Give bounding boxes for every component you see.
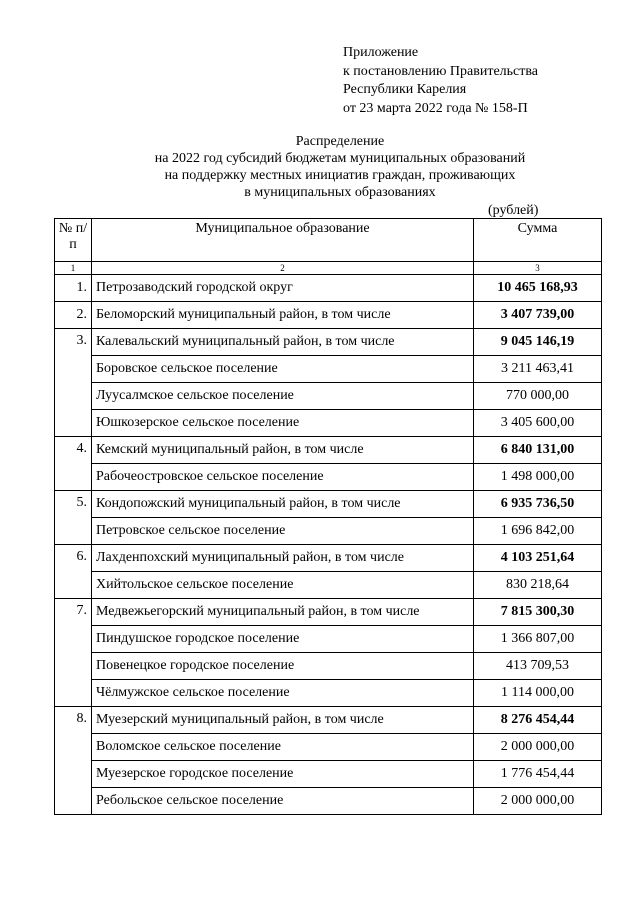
amount: 3 407 739,00	[474, 302, 602, 329]
municipality-name: Боровское сельское поселение	[92, 356, 474, 383]
municipality-name: Петрозаводский городской округ	[92, 275, 474, 302]
title-line: в муниципальных образованиях	[244, 185, 436, 200]
table-row	[55, 464, 602, 491]
table-row	[55, 707, 602, 734]
row-number: 6.	[55, 545, 92, 599]
table-row	[55, 599, 602, 626]
municipality-name: Чёлмужское сельское поселение	[92, 680, 474, 707]
appendix-line: Республики Карелия	[343, 82, 467, 97]
appendix-line: от 23 марта 2022 года № 158-П	[343, 100, 528, 116]
row-number: 4.	[55, 437, 92, 491]
title-line: на поддержку местных инициатив граждан, проживающих	[164, 168, 516, 183]
amount: 1 696 842,00	[474, 518, 602, 545]
municipality-name: Рабочеостровское сельское поселение	[92, 464, 474, 491]
amount: 2 000 000,00	[474, 734, 602, 761]
municipality-name: Медвежьегорский муниципальный район, в том числе	[92, 599, 474, 626]
amount: 7 815 300,30	[474, 599, 602, 626]
amount: 10 465 168,93	[474, 275, 602, 302]
amount: 4 103 251,64	[474, 545, 602, 572]
title-line: Распределение	[295, 134, 385, 149]
header-amount: Сумма	[474, 219, 602, 262]
row-number: 8.	[55, 707, 92, 815]
row-number: 5.	[55, 491, 92, 545]
municipality-name: Луусалмское сельское поселение	[92, 383, 474, 410]
amount: 6 935 736,50	[474, 491, 602, 518]
appendix-line: к постановлению Правительства	[343, 63, 539, 79]
municipality-name: Беломорский муниципальный район, в том числе	[92, 302, 474, 329]
table-row	[55, 437, 602, 464]
appendix-line: Приложение	[343, 45, 419, 60]
table-row	[55, 626, 602, 653]
amount: 3 211 463,41	[474, 356, 602, 383]
amount: 830 218,64	[474, 572, 602, 599]
municipality-name: Лахденпохский муниципальный район, в том числе	[92, 545, 474, 572]
table-row	[55, 329, 602, 356]
municipality-name: Воломское сельское поселение	[92, 734, 474, 761]
municipality-name: Хийтольское сельское поселение	[92, 572, 474, 599]
units-label: (рублей)	[488, 203, 539, 218]
table-header-row	[55, 219, 602, 262]
row-number: 3.	[55, 329, 92, 437]
amount: 770 000,00	[474, 383, 602, 410]
amount: 1 114 000,00	[474, 680, 602, 707]
table-row	[55, 788, 602, 815]
amount: 8 276 454,44	[474, 707, 602, 734]
title-line: на 2022 год субсидий бюджетам муниципальных образований	[154, 151, 526, 166]
table-row	[55, 653, 602, 680]
municipality-name: Юшкозерское сельское поселение	[92, 410, 474, 437]
table-row	[55, 734, 602, 761]
table-row	[55, 410, 602, 437]
appendix-block	[343, 44, 538, 118]
header-municipality: Муниципальное образование	[92, 219, 474, 262]
header-num-label: № п/п	[58, 221, 88, 252]
header-num	[55, 219, 92, 262]
municipality-name: Муезерское городское поселение	[92, 761, 474, 788]
row-number: 2.	[55, 302, 92, 329]
row-number: 1.	[55, 275, 92, 302]
table-row	[55, 545, 602, 572]
amount: 1 366 807,00	[474, 626, 602, 653]
column-index: 3	[474, 262, 602, 275]
municipality-name: Калевальский муниципальный район, в том числе	[92, 329, 474, 356]
municipality-name: Кемский муниципальный район, в том числе	[92, 437, 474, 464]
column-index: 1	[55, 262, 92, 275]
amount: 1 776 454,44	[474, 761, 602, 788]
table-row	[55, 383, 602, 410]
table-row	[55, 518, 602, 545]
table-row	[55, 491, 602, 518]
municipality-name: Кондопожский муниципальный район, в том числе	[92, 491, 474, 518]
table-row	[55, 302, 602, 329]
municipality-name: Ребольское сельское поселение	[92, 788, 474, 815]
document-title	[90, 133, 590, 201]
municipality-name: Петровское сельское поселение	[92, 518, 474, 545]
amount: 413 709,53	[474, 653, 602, 680]
amount: 3 405 600,00	[474, 410, 602, 437]
table-row	[55, 275, 602, 302]
municipality-name: Муезерский муниципальный район, в том числе	[92, 707, 474, 734]
table-row	[55, 761, 602, 788]
municipality-name: Пиндушское городское поселение	[92, 626, 474, 653]
amount: 1 498 000,00	[474, 464, 602, 491]
amount: 2 000 000,00	[474, 788, 602, 815]
municipality-name: Повенецкое городское поселение	[92, 653, 474, 680]
table-row	[55, 680, 602, 707]
amount: 6 840 131,00	[474, 437, 602, 464]
row-number: 7.	[55, 599, 92, 707]
amount: 9 045 146,19	[474, 329, 602, 356]
column-index: 2	[92, 262, 474, 275]
table-body	[55, 275, 602, 815]
subsidy-table	[54, 218, 602, 815]
table-row	[55, 572, 602, 599]
column-index-row	[55, 262, 602, 275]
table-row	[55, 356, 602, 383]
